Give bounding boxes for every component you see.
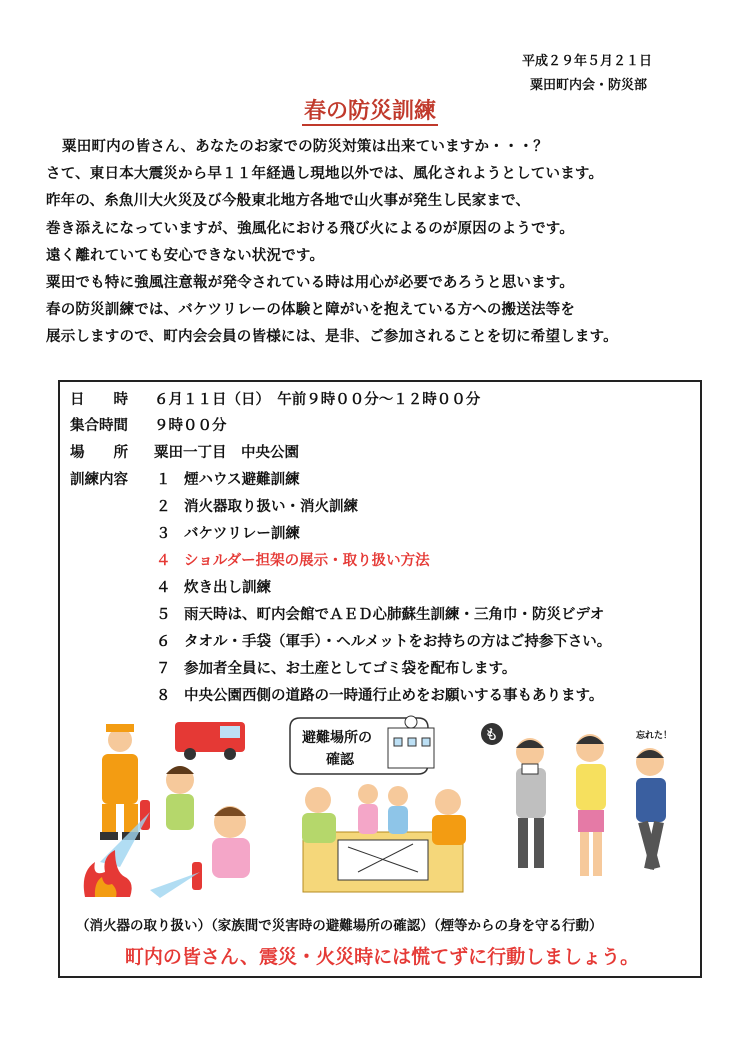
list-item [156, 603, 604, 624]
intro-line: さて、東日本大震災から早１１年経過し現地以外では、風化されようとしています。 [46, 166, 604, 183]
list-item [156, 630, 611, 651]
intro-text [46, 134, 706, 352]
list-item [156, 495, 358, 516]
item-text: 炊き出し訓練 [184, 580, 271, 596]
item-text: 参加者全員に、お土産としてゴミ袋を配布します。 [184, 661, 517, 677]
intro-line: 春の防災訓練では、バケツリレーの体験と障がいを抱えている方への搬送法等を [46, 302, 576, 319]
item-num: ５ [156, 607, 171, 623]
gather-row [70, 414, 227, 435]
datetime-label: 日 時 [70, 392, 128, 408]
item-num: ６ [156, 634, 171, 650]
list-item [156, 576, 271, 597]
organization: 粟田町内会・防災部 [529, 78, 647, 93]
board-line2: 確認 [326, 752, 354, 768]
smoke-protection-illustration [480, 712, 690, 902]
intro-line: 昨年の、糸魚川大火災及び今般東北地方各地で山火事が発生し民家まで、 [46, 193, 531, 210]
intro-line: 粟田町内の皆さん、あなたのお家での防災対策は出来ていますか・・・？ [62, 139, 548, 155]
item-text: タオル・手袋（軍手）・ヘルメットをお持ちの方はご持参下さい。 [184, 634, 612, 650]
content-label: 訓練内容 [70, 472, 128, 488]
list-item [156, 468, 300, 489]
content-row [70, 468, 154, 489]
fire-extinguisher-illustration [80, 712, 265, 902]
date-block [522, 50, 652, 98]
title-text: 春の防災訓練 [303, 99, 436, 124]
intro-line: 巻き添えになっていますが、強風化における飛び火によるのが原因のようです。 [46, 220, 575, 237]
details-box [58, 380, 702, 978]
page-title [0, 94, 740, 125]
list-item [156, 522, 300, 543]
list-item [156, 684, 603, 705]
item-num: ４ [156, 580, 171, 596]
item-text: 雨天時は、町内会館でＡＥＤ心肺蘇生訓練・三角巾・防災ビデオ [184, 607, 605, 623]
datetime-row [70, 388, 480, 409]
gather-label: 集合時間 [70, 418, 128, 434]
intro-line: 粟田でも特に強風注意報が発令されている時は用心が必要であろうと思います。 [46, 275, 575, 292]
school-icon [388, 728, 434, 768]
item-num: ４ [156, 553, 171, 569]
item-text: 中央公園西側の道路の一時通行止めをお願いする事もあります。 [184, 688, 604, 704]
closing-message: 町内の皆さん、震災・火災時には慌てずに行動しましょう。 [124, 946, 640, 968]
board-line1: 避難場所の [302, 730, 372, 746]
date: 平成２９年５月２１日 [521, 54, 652, 69]
place-label: 場 所 [70, 445, 128, 461]
item-num: １ [156, 472, 171, 488]
family-evacuation-illustration [288, 712, 478, 902]
item-num: ７ [156, 661, 171, 677]
item-text: バケツリレー訓練 [184, 526, 300, 542]
item-text: 煙ハウス避難訓練 [184, 472, 300, 488]
item-num: ２ [156, 499, 171, 515]
towel-icon [522, 764, 538, 774]
mo-badge: も [485, 728, 499, 743]
list-item [156, 657, 516, 678]
item-num: ３ [156, 526, 171, 542]
gather-value: ９時００分 [154, 418, 227, 434]
datetime-value: ６月１１日（日） 午前９時００分～１２時００分 [154, 392, 481, 408]
item-text: 消火器取り扱い・消火訓練 [184, 499, 358, 515]
wasureta-text: 忘れた！ [636, 731, 673, 741]
intro-line: 遠く離れていても安心できない状況です。 [46, 247, 325, 264]
captions: （消火器の取り扱い）（家族間で災害時の避難場所の確認）（煙等からの身を守る行動） [76, 918, 603, 934]
list-item-highlight [156, 549, 430, 570]
place-row [70, 441, 299, 462]
place-value: 粟田一丁目 中央公園 [154, 445, 299, 461]
item-text: ショルダー担架の展示・取り扱い方法 [184, 553, 430, 569]
item-num: ８ [156, 688, 171, 704]
intro-line: 展示しますので、町内会会員の皆様には、是非、ご参加されることを切に希望します。 [46, 329, 618, 346]
